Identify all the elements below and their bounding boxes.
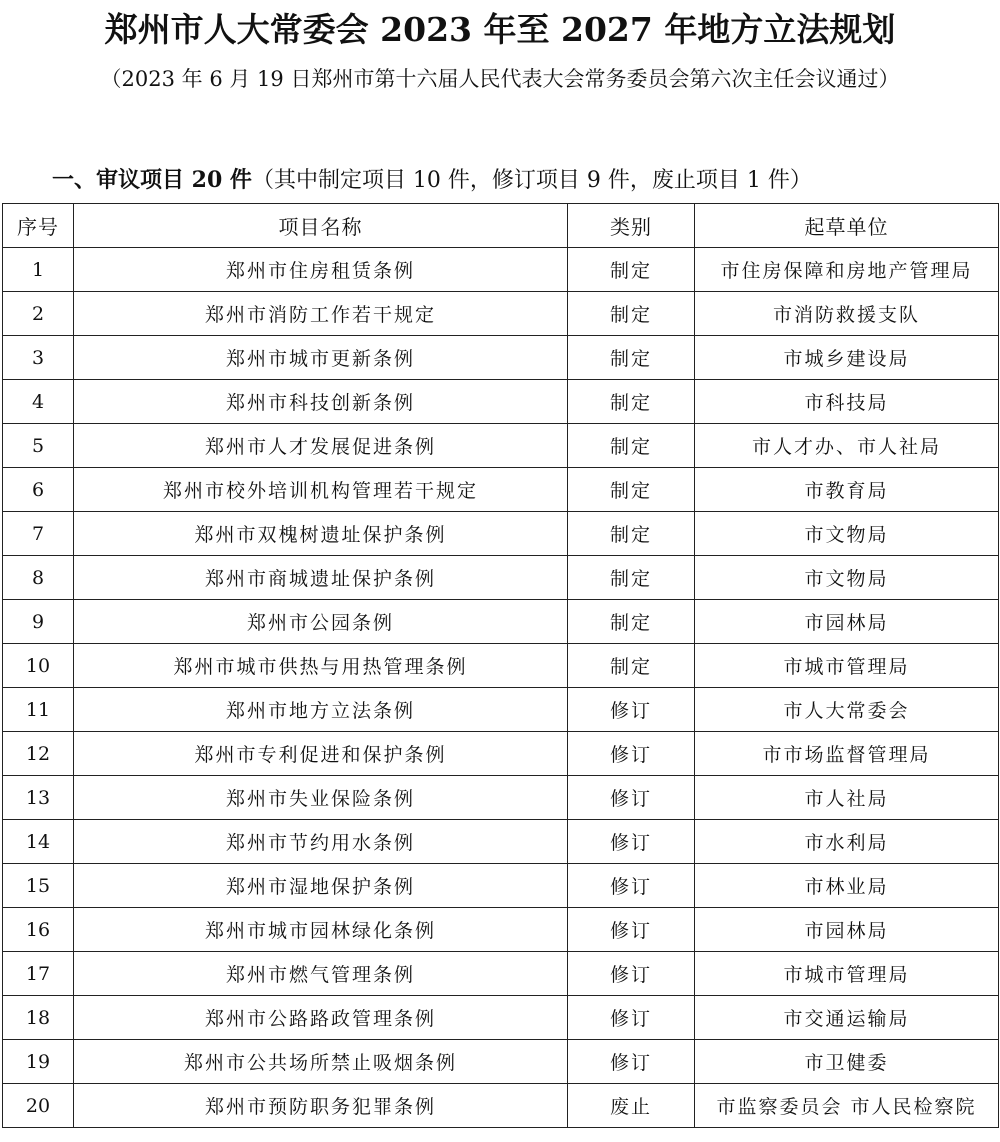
cell-type: 制定 (568, 292, 695, 336)
cell-type: 制定 (568, 380, 695, 424)
cell-project-name: 郑州市双槐树遗址保护条例 (74, 512, 568, 556)
cell-drafting-unit: 市园林局 (695, 600, 999, 644)
table-row (3, 600, 999, 644)
cell-drafting-unit: 市市场监督管理局 (695, 732, 999, 776)
cell-project-name: 郑州市住房租赁条例 (74, 248, 568, 292)
cell-no: 1 (3, 248, 74, 292)
cell-type: 制定 (568, 468, 695, 512)
cell-project-name: 郑州市地方立法条例 (74, 688, 568, 732)
cell-drafting-unit: 市卫健委 (695, 1040, 999, 1084)
column-header-name: 项目名称 (74, 204, 568, 248)
cell-drafting-unit: 市林业局 (695, 864, 999, 908)
cell-no: 2 (3, 292, 74, 336)
cell-drafting-unit: 市人大常委会 (695, 688, 999, 732)
cell-type: 修订 (568, 732, 695, 776)
cell-drafting-unit: 市文物局 (695, 512, 999, 556)
cell-project-name: 郑州市公路路政管理条例 (74, 996, 568, 1040)
section-heading-title: 一、审议项目 20 件 (52, 167, 252, 193)
table-row (3, 468, 999, 512)
table-row (3, 908, 999, 952)
cell-type: 修订 (568, 820, 695, 864)
cell-drafting-unit: 市文物局 (695, 556, 999, 600)
cell-drafting-unit: 市人社局 (695, 776, 999, 820)
cell-type: 修订 (568, 996, 695, 1040)
table-row (3, 336, 999, 380)
cell-type: 修订 (568, 776, 695, 820)
table-row (3, 1084, 999, 1128)
section-heading (52, 163, 812, 198)
table-row (3, 952, 999, 996)
cell-type: 制定 (568, 336, 695, 380)
cell-drafting-unit: 市监察委员会 市人民检察院 (695, 1084, 999, 1128)
cell-project-name: 郑州市燃气管理条例 (74, 952, 568, 996)
table-row (3, 864, 999, 908)
document-title: 郑州市人大常委会 2023 年至 2027 年地方立法规划 (104, 10, 896, 49)
table-row (3, 732, 999, 776)
cell-no: 19 (3, 1040, 74, 1084)
cell-no: 5 (3, 424, 74, 468)
cell-project-name: 郑州市校外培训机构管理若干规定 (74, 468, 568, 512)
cell-type: 修订 (568, 864, 695, 908)
cell-project-name: 郑州市节约用水条例 (74, 820, 568, 864)
table-row (3, 776, 999, 820)
cell-type: 修订 (568, 688, 695, 732)
cell-drafting-unit: 市科技局 (695, 380, 999, 424)
cell-project-name: 郑州市公共场所禁止吸烟条例 (74, 1040, 568, 1084)
cell-project-name: 郑州市湿地保护条例 (74, 864, 568, 908)
column-header-unit: 起草单位 (695, 204, 999, 248)
cell-project-name: 郑州市城市供热与用热管理条例 (74, 644, 568, 688)
column-header-type: 类别 (568, 204, 695, 248)
table-row (3, 996, 999, 1040)
cell-project-name: 郑州市人才发展促进条例 (74, 424, 568, 468)
cell-type: 修订 (568, 1040, 695, 1084)
cell-type: 修订 (568, 952, 695, 996)
cell-project-name: 郑州市城市园林绿化条例 (74, 908, 568, 952)
table-row (3, 292, 999, 336)
cell-no: 15 (3, 864, 74, 908)
cell-no: 3 (3, 336, 74, 380)
table-row (3, 556, 999, 600)
cell-project-name: 郑州市城市更新条例 (74, 336, 568, 380)
document-subtitle: （2023 年 6 月 19 日郑州市第十六届人民代表大会常务委员会第六次主任会议通过） (100, 67, 900, 91)
cell-no: 16 (3, 908, 74, 952)
cell-project-name: 郑州市科技创新条例 (74, 380, 568, 424)
cell-type: 制定 (568, 644, 695, 688)
cell-drafting-unit: 市水利局 (695, 820, 999, 864)
cell-type: 制定 (568, 512, 695, 556)
table-row (3, 644, 999, 688)
section-heading-note: （其中制定项目 10 件，修订项目 9 件，废止项目 1 件） (251, 168, 812, 193)
cell-type: 制定 (568, 248, 695, 292)
table-row (3, 688, 999, 732)
cell-no: 11 (3, 688, 74, 732)
cell-no: 20 (3, 1084, 74, 1128)
cell-drafting-unit: 市城市管理局 (695, 644, 999, 688)
cell-drafting-unit: 市教育局 (695, 468, 999, 512)
column-header-no: 序号 (3, 204, 74, 248)
cell-drafting-unit: 市人才办、市人社局 (695, 424, 999, 468)
cell-no: 8 (3, 556, 74, 600)
cell-type: 制定 (568, 424, 695, 468)
cell-project-name: 郑州市预防职务犯罪条例 (74, 1084, 568, 1128)
table-row (3, 1040, 999, 1084)
cell-no: 10 (3, 644, 74, 688)
cell-no: 7 (3, 512, 74, 556)
cell-drafting-unit: 市城市管理局 (695, 952, 999, 996)
cell-drafting-unit: 市城乡建设局 (695, 336, 999, 380)
cell-type: 制定 (568, 600, 695, 644)
cell-type: 废止 (568, 1084, 695, 1128)
cell-no: 17 (3, 952, 74, 996)
cell-drafting-unit: 市住房保障和房地产管理局 (695, 248, 999, 292)
table-row (3, 424, 999, 468)
cell-project-name: 郑州市专利促进和保护条例 (74, 732, 568, 776)
cell-type: 制定 (568, 556, 695, 600)
cell-project-name: 郑州市商城遗址保护条例 (74, 556, 568, 600)
cell-drafting-unit: 市交通运输局 (695, 996, 999, 1040)
legislation-plan-table (2, 203, 999, 1128)
cell-no: 4 (3, 380, 74, 424)
cell-no: 12 (3, 732, 74, 776)
cell-drafting-unit: 市园林局 (695, 908, 999, 952)
cell-no: 6 (3, 468, 74, 512)
cell-drafting-unit: 市消防救援支队 (695, 292, 999, 336)
cell-project-name: 郑州市消防工作若干规定 (74, 292, 568, 336)
table-row (3, 820, 999, 864)
cell-no: 13 (3, 776, 74, 820)
table-row (3, 380, 999, 424)
cell-project-name: 郑州市公园条例 (74, 600, 568, 644)
table-row (3, 512, 999, 556)
cell-project-name: 郑州市失业保险条例 (74, 776, 568, 820)
table-header-row (3, 204, 999, 248)
cell-type: 修订 (568, 908, 695, 952)
cell-no: 9 (3, 600, 74, 644)
cell-no: 18 (3, 996, 74, 1040)
table-body (3, 248, 999, 1128)
cell-no: 14 (3, 820, 74, 864)
table-row (3, 248, 999, 292)
